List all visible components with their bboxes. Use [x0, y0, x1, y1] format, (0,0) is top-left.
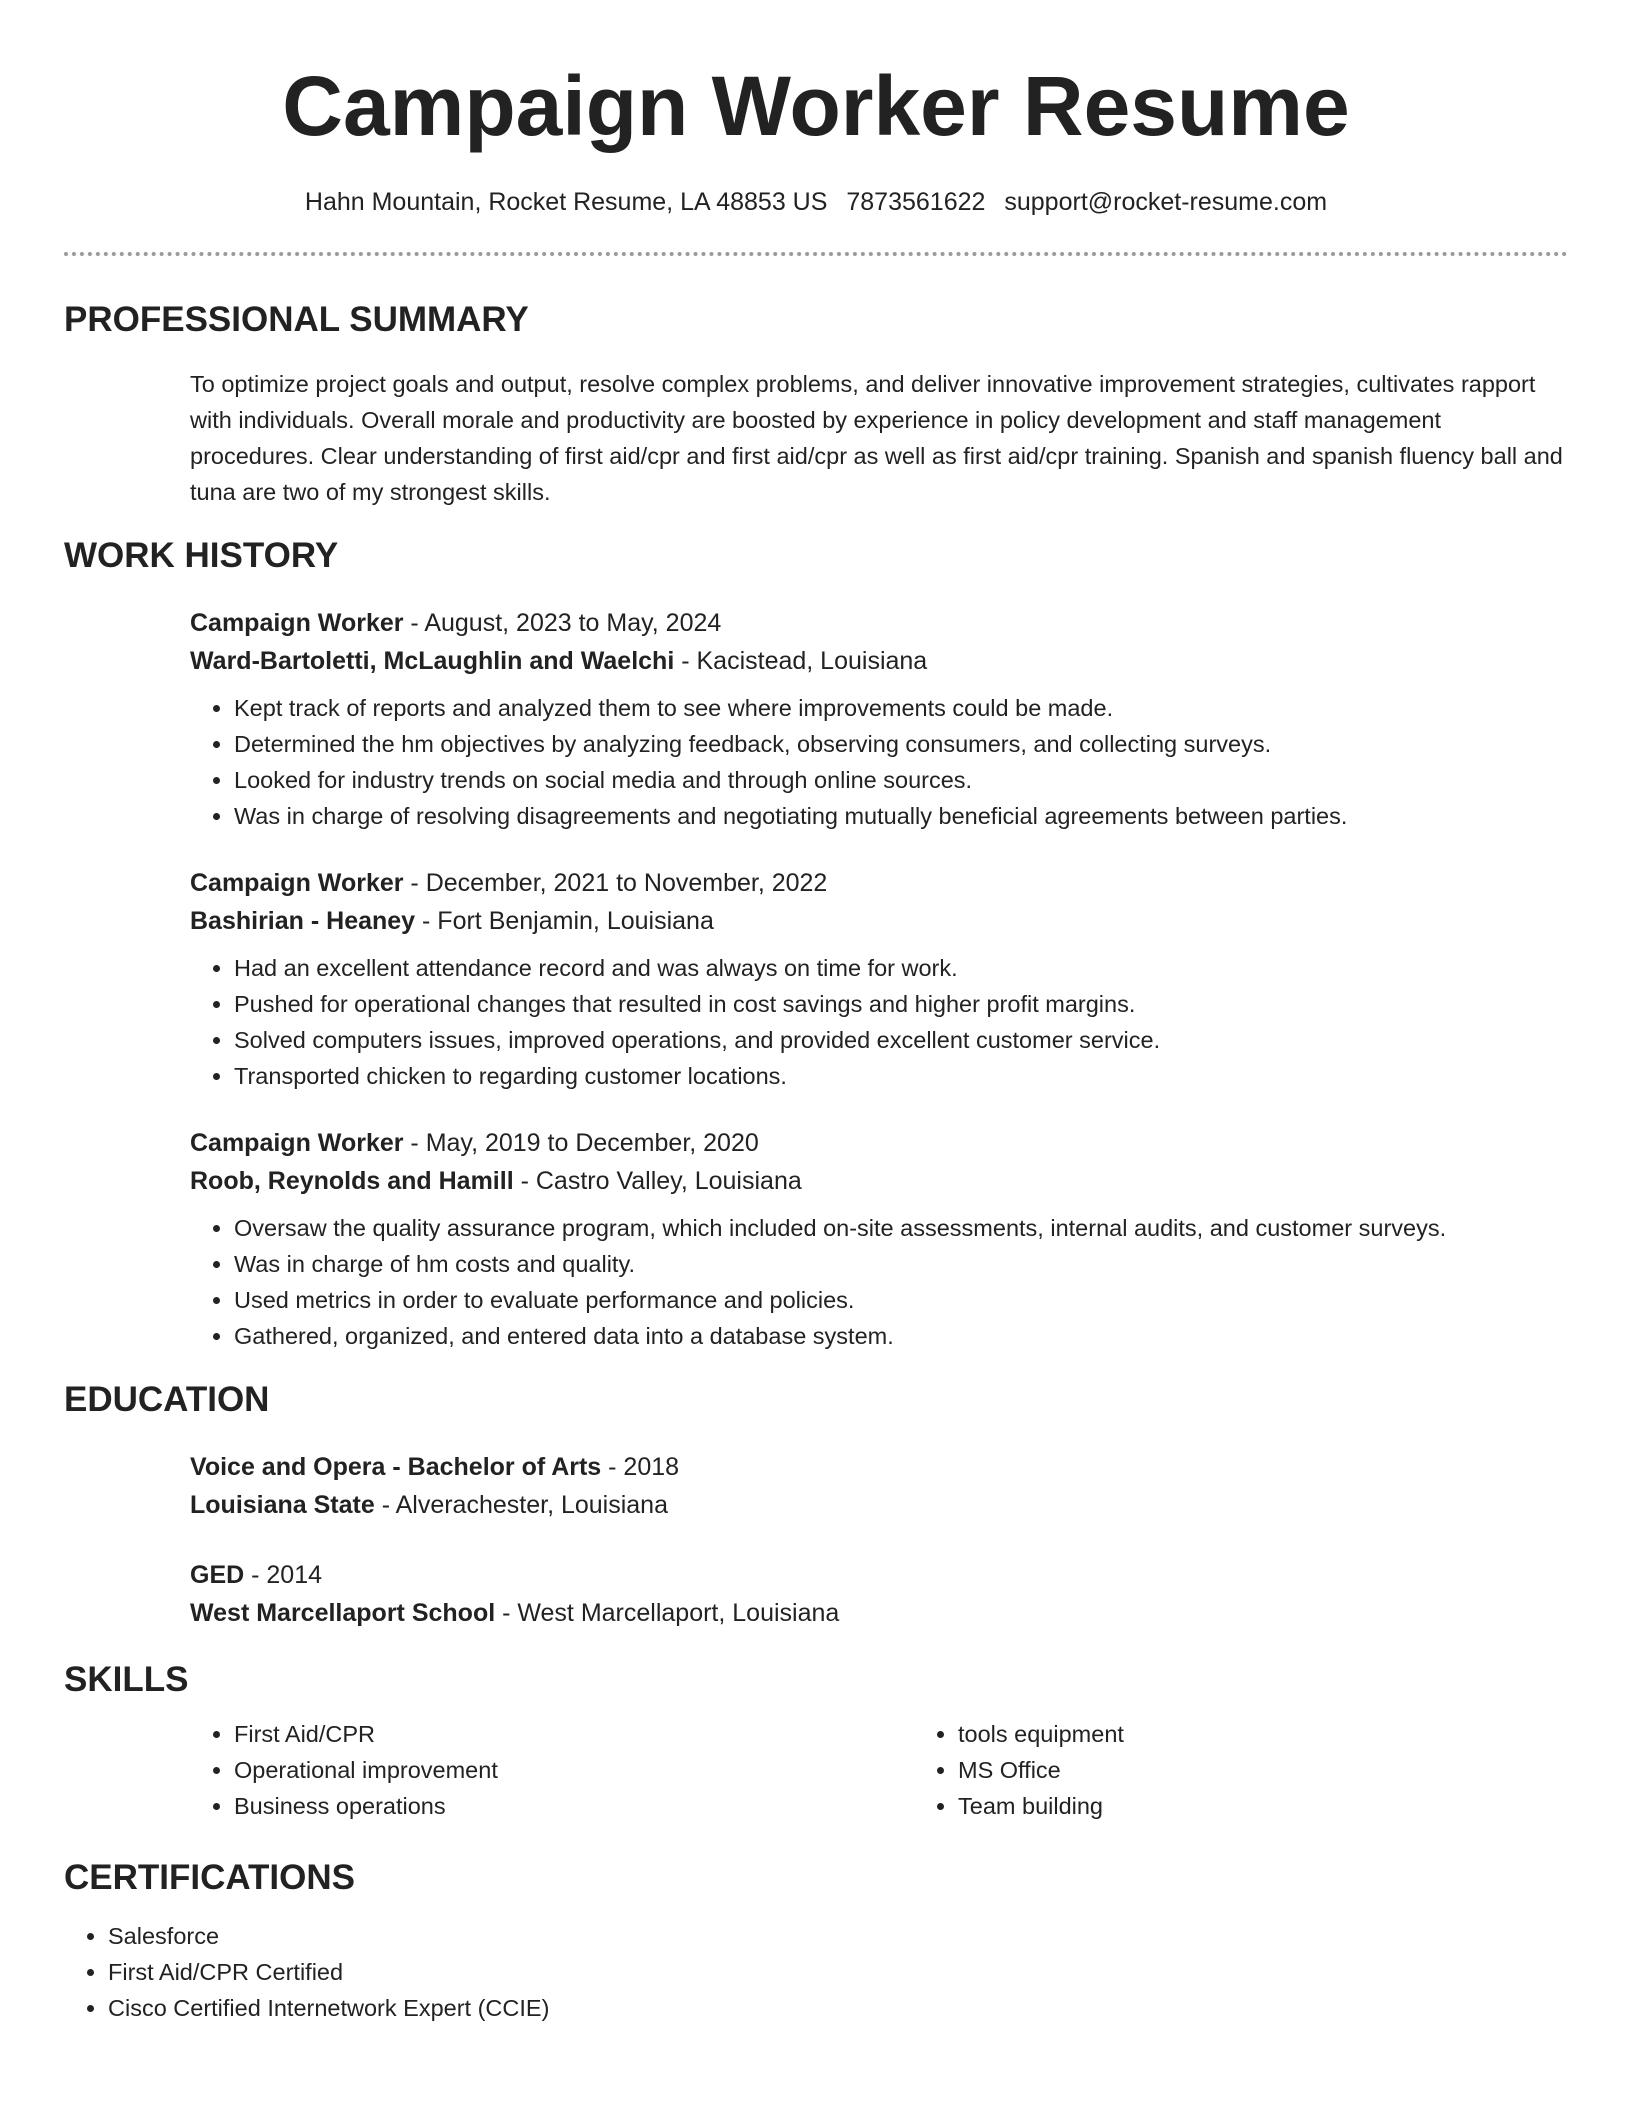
education-location: - Alverachester, Louisiana [374, 1491, 668, 1519]
list-item: • Had an excellent attendance record and was always on time for work. [234, 950, 1568, 986]
list-item: • Team building [958, 1788, 1124, 1824]
education-heading: EDUCATION [64, 1380, 270, 1419]
education-year: - 2014 [244, 1561, 323, 1589]
list-item: • Salesforce [108, 1918, 1568, 1954]
education-entry [190, 1448, 1568, 1524]
list-item: • Determined the hm objectives by analyzing feedback, observing consumers, and collecting surveys. [234, 726, 1568, 762]
job-title: Campaign Worker [190, 869, 404, 897]
job-location: - Kacistead, Louisiana [674, 647, 928, 675]
education-entry [190, 1556, 1568, 1632]
list-item: • Cisco Certified Internetwork Expert (CCIE) [108, 1990, 1568, 2026]
skills-column-right [914, 1716, 1124, 1824]
job-company: Roob, Reynolds and Hamill [190, 1167, 514, 1195]
education-school: West Marcellaport School [190, 1599, 496, 1627]
job-bullets [190, 690, 1568, 834]
education-location: - West Marcellaport, Louisiana [495, 1599, 840, 1627]
job-location: - Castro Valley, Louisiana [513, 1167, 802, 1195]
education-school-line [190, 1594, 1568, 1632]
job-title-line [190, 604, 1568, 642]
list-item: • Looked for industry trends on social media and through online sources. [234, 762, 1568, 798]
job-entry [190, 1124, 1568, 1354]
list-item: • Oversaw the quality assurance program, which included on-site assessments, internal audits, and customer surveys. [234, 1210, 1568, 1246]
certifications-list [64, 1918, 1568, 2026]
list-item: • Solved computers issues, improved operations, and provided excellent customer service. [234, 1022, 1568, 1058]
header-divider [64, 252, 1568, 256]
summary-text: To optimize project goals and output, resolve complex problems, and deliver innovative improvement strategies, cultivates rapport with individuals. Overall morale and productivity are boosted by experience in policy development and staff management procedures. Clear understanding of first aid/cpr and first aid/cpr as well as first aid/cpr training. Spanish and spanish fluency ball and tuna are two of my strongest skills. [190, 371, 1563, 505]
job-title-line [190, 864, 1568, 902]
job-title: Campaign Worker [190, 609, 404, 637]
list-item: • MS Office [958, 1752, 1124, 1788]
list-item: • Was in charge of resolving disagreements and negotiating mutually beneficial agreements between parties. [234, 798, 1568, 834]
job-company-line [190, 642, 1568, 680]
contact-email: support@rocket-resume.com [1004, 188, 1328, 216]
education-school: Louisiana State [190, 1491, 375, 1519]
skills-list [190, 1702, 1568, 1824]
education-degree-line [190, 1556, 1568, 1594]
list-item: • Was in charge of hm costs and quality. [234, 1246, 1568, 1282]
skills-column-left [190, 1716, 914, 1824]
list-item: • Operational improvement [234, 1752, 914, 1788]
job-location: - Fort Benjamin, Louisiana [415, 907, 714, 935]
contact-line [64, 184, 1568, 220]
list-item: • First Aid/CPR Certified [108, 1954, 1568, 1990]
list-item: • Kept track of reports and analyzed them to see where improvements could be made. [234, 690, 1568, 726]
list-item: • Gathered, organized, and entered data into a database system. [234, 1318, 1568, 1354]
job-dates: - December, 2021 to November, 2022 [403, 869, 828, 897]
education-degree: Voice and Opera - Bachelor of Arts [190, 1453, 602, 1481]
certifications-heading: CERTIFICATIONS [64, 1858, 356, 1897]
education-year: - 2018 [601, 1453, 680, 1481]
education-school-line [190, 1486, 1568, 1524]
resume-title: Campaign Worker Resume [282, 59, 1350, 153]
job-bullets [190, 950, 1568, 1094]
list-item: • Business operations [234, 1788, 914, 1824]
education-degree-line [190, 1448, 1568, 1486]
education-degree: GED [190, 1561, 245, 1589]
contact-address: Hahn Mountain, Rocket Resume, LA 48853 US [304, 188, 828, 216]
list-item: • Pushed for operational changes that resulted in cost savings and higher profit margins. [234, 986, 1568, 1022]
job-company-line [190, 902, 1568, 940]
job-entry [190, 864, 1568, 1094]
job-dates: - May, 2019 to December, 2020 [403, 1129, 759, 1157]
work-history-heading: WORK HISTORY [64, 536, 339, 575]
summary-heading: PROFESSIONAL SUMMARY [64, 300, 529, 339]
job-dates: - August, 2023 to May, 2024 [403, 609, 722, 637]
list-item: • tools equipment [958, 1716, 1124, 1752]
contact-phone: 7873561622 [846, 188, 986, 216]
job-company: Ward-Bartoletti, McLaughlin and Waelchi [190, 647, 675, 675]
job-title-line [190, 1124, 1568, 1162]
list-item: • Used metrics in order to evaluate performance and policies. [234, 1282, 1568, 1318]
job-bullets [190, 1210, 1568, 1354]
list-item: • Transported chicken to regarding customer locations. [234, 1058, 1568, 1094]
job-entry [190, 604, 1568, 834]
job-title: Campaign Worker [190, 1129, 404, 1157]
job-company-line [190, 1162, 1568, 1200]
job-company: Bashirian - Heaney [190, 907, 416, 935]
list-item: • First Aid/CPR [234, 1716, 914, 1752]
skills-heading: SKILLS [64, 1660, 189, 1699]
